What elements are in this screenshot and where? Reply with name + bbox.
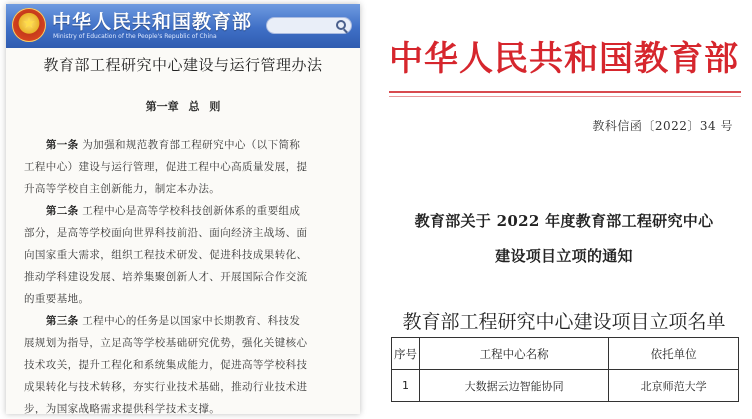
notice-title-line-1: 教育部关于 2022 年度教育部工程研究中心 — [414, 212, 714, 230]
article-line: 技术攻关，提升工程化和系统集成能力，促进高等学校科技 — [24, 359, 308, 371]
cell-number: 1 — [392, 370, 420, 402]
cell-host-unit: 北京师范大学 — [609, 370, 739, 402]
document-number: 教科信函〔2022〕34 号 — [592, 119, 733, 133]
table-header-row — [392, 338, 739, 370]
article-line: 升高等学校自主创新能力，制定本办法。 — [24, 183, 221, 195]
chapter-title: 第一章 总 则 — [145, 100, 221, 113]
article-line — [24, 310, 346, 332]
article-text: 工程中心是高等学校科技创新体系的重要组成 — [82, 205, 301, 217]
search-input[interactable] — [266, 17, 352, 34]
article-line — [24, 134, 346, 156]
site-english-name: Ministry of Education of the People's Republic of China — [53, 33, 217, 40]
article-line: 工程中心）建设与运行管理，促进工程中心高质量发展，提 — [24, 161, 308, 173]
official-notice-panel — [381, 3, 747, 416]
article-line: 向国家重大需求，组织工程技术研发、促进科技成果转化、 — [24, 249, 308, 261]
document-title: 教育部工程研究中心建设与运行管理办法 — [43, 56, 323, 74]
red-divider — [389, 91, 741, 93]
article-line: 步，为国家战略需求提供科学技术支撑。 — [24, 403, 221, 414]
article-1 — [24, 134, 346, 200]
header-cell-number: 序号 — [392, 338, 420, 370]
moe-webpage-panel — [6, 4, 360, 414]
article-text: 为加强和规范教育部工程研究中心（以下简称 — [82, 139, 301, 151]
article-line: 推动学科建设发展、培养集聚创新人才、开展国际合作交流 — [24, 271, 308, 283]
site-header — [6, 4, 360, 48]
article-3 — [24, 310, 346, 414]
site-name[interactable]: 中华人民共和国教育部 — [52, 11, 253, 33]
article-2 — [24, 200, 346, 310]
article-line — [24, 200, 346, 222]
article-line: 部分，是高等学校面向世界科技前沿、面向经济主战场、面 — [24, 227, 308, 239]
red-header-title: 中华人民共和国教育部 — [389, 39, 739, 79]
article-line: 展规划为指导，立足高等学校基础研究优势，强化关键核心 — [24, 337, 308, 349]
notice-title-line-2: 建设项目立项的通知 — [495, 247, 633, 265]
national-emblem-icon[interactable] — [12, 8, 46, 42]
article-line: 成果转化与技术转移，夯实行业技术基础，推动行业技术进 — [24, 381, 308, 393]
article-label: 第二条 — [45, 205, 79, 217]
header-cell-host-unit: 依托单位 — [609, 338, 739, 370]
search-icon[interactable] — [336, 20, 346, 30]
cell-center-name: 大数据云边智能协同 — [419, 370, 608, 402]
project-table — [391, 337, 739, 402]
table-row — [392, 370, 739, 402]
article-label: 第三条 — [45, 315, 79, 327]
article-line: 的重要基地。 — [24, 293, 90, 305]
header-cell-center-name: 工程中心名称 — [419, 338, 608, 370]
article-text: 工程中心的任务是以国家中长期教育、科技发 — [82, 315, 301, 327]
red-divider-thin — [389, 96, 741, 97]
project-list-title: 教育部工程研究中心建设项目立项名单 — [402, 311, 726, 333]
article-label: 第一条 — [45, 139, 79, 151]
